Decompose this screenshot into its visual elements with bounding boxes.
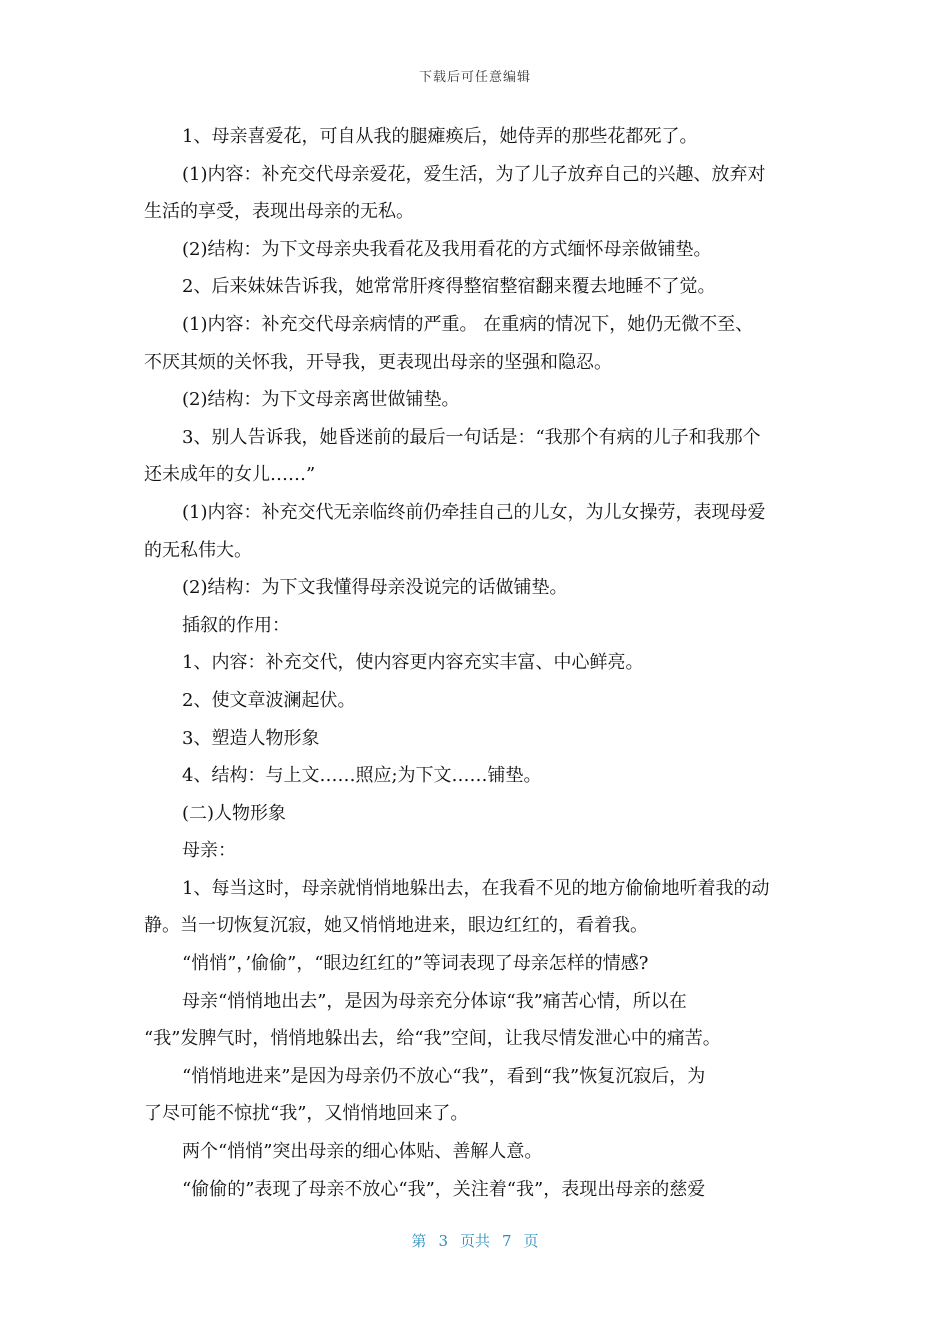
text-line: (2)结构：为下文母亲离世做铺垫。	[182, 389, 460, 411]
page-label-mid: 页共	[459, 1232, 490, 1250]
text-line: (2)结构：为下文母亲央我看花及我用看花的方式缅怀母亲做铺垫。	[182, 238, 712, 260]
text-line: (1)内容：补充交代无亲临终前仍牵挂自己的儿女，为儿女操劳，表现母爱	[182, 501, 766, 523]
text-line: 不厌其烦的关怀我，开导我，更表现出母亲的坚强和隐忍。	[144, 351, 612, 373]
text-line: 生活的享受，表现出母亲的无私。	[144, 201, 414, 223]
page-header: 下载后可任意编辑	[418, 70, 531, 85]
text-line: 还未成年的女儿……”	[144, 464, 316, 486]
text-line: 1、内容：补充交代，使内容更内容充实丰富、中心鲜亮。	[182, 652, 644, 674]
text-line: 1、每当这时，母亲就悄悄地躲出去，在我看不见的地方偷偷地听着我的动	[182, 877, 770, 899]
text-line: 3、塑造人物形象	[182, 727, 320, 749]
text-line: 1、母亲喜爱花，可自从我的腿瘫痪后，她侍弄的那些花都死了。	[182, 126, 698, 147]
text-line: 2、后来妹妹告诉我，她常常肝疼得整宿整宿翻来覆去地睡不了觉。	[182, 276, 716, 298]
current-page-number: 3	[438, 1232, 448, 1250]
text-line: 母亲：	[182, 840, 236, 862]
text-line: “偷偷的”表现了母亲不放心“我”，关注着“我”，表现出母亲的慈爱	[182, 1178, 706, 1200]
page-footer	[0, 1230, 950, 1251]
text-line: “我”发脾气时，悄悄地躲出去，给“我”空间，让我尽情发泄心中的痛苦。	[144, 1028, 721, 1050]
text-line: (2)结构：为下文我懂得母亲没说完的话做铺垫。	[182, 577, 568, 599]
text-line: (二)人物形象	[182, 802, 287, 824]
page-label-suffix: 页	[523, 1232, 539, 1250]
text-line: (1)内容：补充交代母亲病情的严重。 在重病的情况下，她仍无微不至、	[182, 313, 754, 335]
text-line: 母亲“悄悄地出去”，是因为母亲充分体谅“我”痛苦心情，所以在	[182, 990, 687, 1012]
text-line: “悄悄”，’偷偷”，“眼边红红的”等词表现了母亲怎样的情感?	[182, 953, 649, 975]
page-label-prefix: 第	[411, 1232, 427, 1250]
text-line: 了尽可能不惊扰“我”，又悄悄地回来了。	[144, 1103, 469, 1125]
document-body	[144, 118, 808, 1208]
text-line: 2、使文章波澜起伏。	[182, 689, 356, 711]
text-line: 静。当一切恢复沉寂，她又悄悄地进来，眼边红红的，看着我。	[144, 915, 648, 937]
text-line: 插叙的作用：	[182, 614, 290, 636]
text-line: “悄悄地进来”是因为母亲仍不放心“我”，看到“我”恢复沉寂后，为	[182, 1065, 706, 1087]
text-line: 的无私伟大。	[144, 539, 252, 561]
text-line: 4、结构：与上文……照应;为下文……铺垫。	[182, 765, 542, 787]
text-line: 3、别人告诉我，她昏迷前的最后一句话是：“我那个有病的儿子和我那个	[182, 426, 761, 448]
text-line: (1)内容：补充交代母亲爱花，爱生活，为了儿子放弃自己的兴趣、放弃对	[182, 163, 766, 185]
text-line: 两个“悄悄”突出母亲的细心体贴、善解人意。	[182, 1141, 543, 1163]
total-pages-number: 7	[502, 1232, 512, 1250]
